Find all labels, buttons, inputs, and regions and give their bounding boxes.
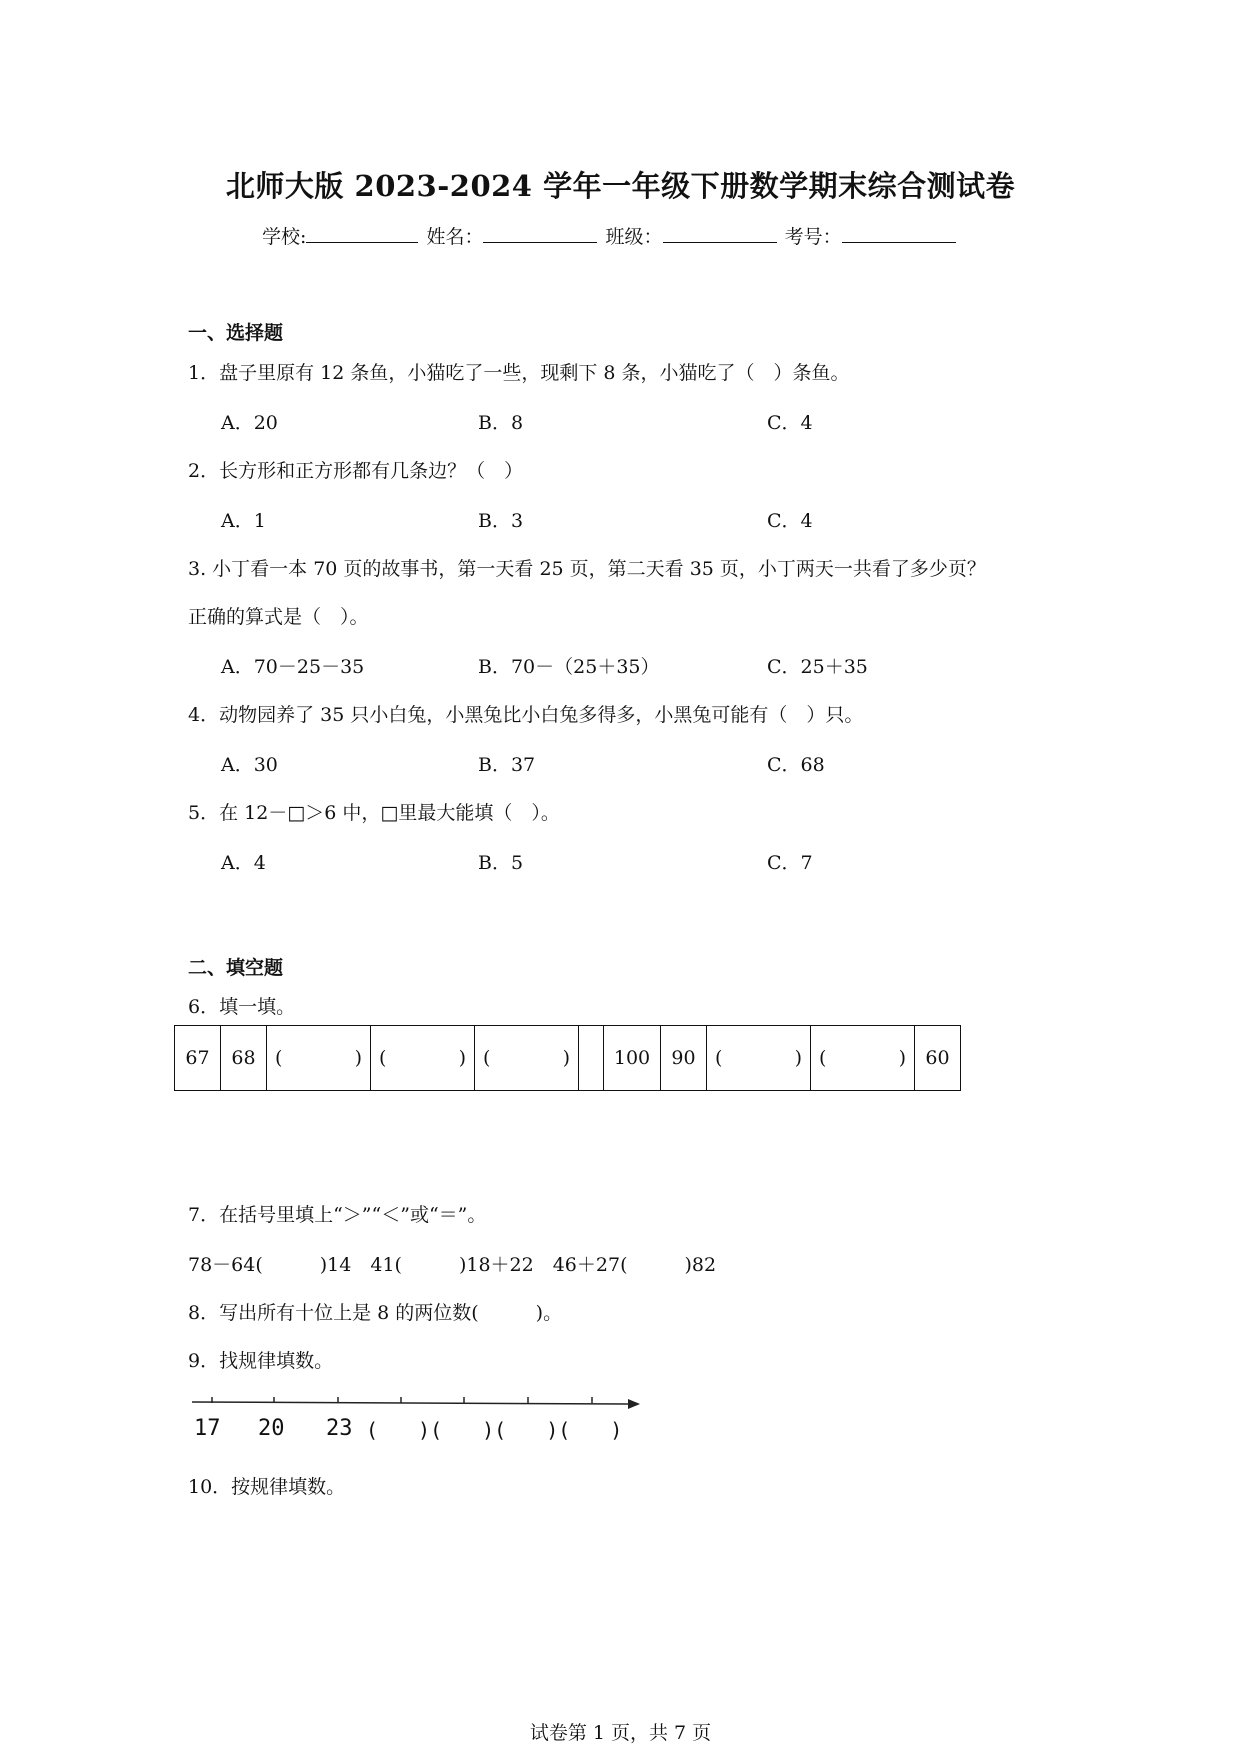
seq-blank-cell[interactable]: ( ) — [707, 1026, 811, 1091]
class-label: 班级： — [605, 226, 663, 248]
seq-cell: 60 — [915, 1026, 961, 1091]
seq-blank-cell[interactable]: ( ) — [475, 1026, 579, 1091]
question-4: 4．动物园养了 35 只小白兔，小黑兔比小白兔多得多，小黑兔可能有（ ）只。 — [188, 704, 864, 726]
student-info-line — [262, 222, 958, 249]
question-5: 5．在 12－□＞6 中，□里最大能填（ ）。 — [188, 802, 560, 824]
seq-cell: 68 — [221, 1026, 267, 1091]
seq-cell: 90 — [661, 1026, 707, 1091]
q5-option-b[interactable]: B．5 — [478, 852, 524, 874]
school-blank[interactable] — [306, 224, 418, 243]
q1-option-c[interactable]: C．4 — [767, 412, 813, 434]
question-9: 9．找规律填数。 — [188, 1350, 334, 1372]
question-1: 1．盘子里原有 12 条鱼，小猫吃了一些，现剩下 8 条，小猫吃了（ ）条鱼。 — [188, 362, 850, 384]
school-label: 学校: — [262, 226, 307, 248]
q3-option-a[interactable]: A．70－25－35 — [221, 656, 365, 678]
seq-blank-cell[interactable]: ( ) — [267, 1026, 371, 1091]
section-heading-choice: 一、选择题 — [188, 322, 284, 344]
q4-option-c[interactable]: C．68 — [767, 754, 825, 776]
exam-no-label: 考号： — [784, 226, 842, 248]
seq-cell: 100 — [604, 1026, 661, 1091]
q1-option-b[interactable]: B．8 — [478, 412, 524, 434]
question-3-line2: 正确的算式是（ ）。 — [188, 606, 369, 628]
q3-option-b[interactable]: B．70－（25＋35） — [478, 656, 660, 678]
number-line-label: 17 — [194, 1416, 221, 1441]
number-line-blanks[interactable]: ( )( )( )( ) — [366, 1418, 623, 1442]
question-3: 3. 小丁看一本 70 页的故事书，第一天看 25 页，第二天看 35 页，小丁两天一共看了多少页？ — [188, 558, 986, 580]
q2-option-c[interactable]: C．4 — [767, 510, 813, 532]
number-line-label: 23 — [326, 1416, 353, 1441]
q1-option-a[interactable]: A．20 — [221, 412, 278, 434]
sequence-table — [174, 1025, 961, 1091]
seq-cell: 67 — [175, 1026, 221, 1091]
section-heading-fill: 二、填空题 — [188, 957, 284, 979]
number-line-label: 20 — [258, 1416, 285, 1441]
q4-option-a[interactable]: A．30 — [221, 754, 278, 776]
question-10: 10．按规律填数。 — [188, 1476, 346, 1498]
seq-blank-cell[interactable]: ( ) — [811, 1026, 915, 1091]
page-title: 北师大版 2023-2024 学年一年级下册数学期末综合测试卷 — [225, 169, 1016, 203]
class-blank[interactable] — [663, 224, 777, 243]
q2-option-b[interactable]: B．3 — [478, 510, 524, 532]
page-footer: 试卷第 1 页，共 7 页 — [529, 1722, 712, 1744]
question-7: 7．在括号里填上“＞”“＜”或“＝”。 — [188, 1204, 487, 1226]
q4-option-b[interactable]: B．37 — [478, 754, 536, 776]
question-2: 2．长方形和正方形都有几条边？（ ） — [188, 460, 524, 482]
name-blank[interactable] — [483, 224, 597, 243]
exam-no-blank[interactable] — [842, 224, 956, 243]
question-8: 8．写出所有十位上是 8 的两位数( )。 — [188, 1302, 563, 1324]
q5-option-c[interactable]: C．7 — [767, 852, 813, 874]
q5-option-a[interactable]: A．4 — [221, 852, 266, 874]
name-label: 姓名： — [426, 226, 484, 248]
number-line — [188, 1392, 648, 1456]
question-6: 6．填一填。 — [188, 996, 296, 1018]
seq-blank-cell[interactable]: ( ) — [371, 1026, 475, 1091]
seq-cell — [579, 1026, 604, 1091]
q3-option-c[interactable]: C．25＋35 — [767, 656, 868, 678]
question-7-expressions[interactable]: 78－64( )14 41( )18＋22 46＋27( )82 — [188, 1254, 717, 1276]
q2-option-a[interactable]: A．1 — [221, 510, 266, 532]
